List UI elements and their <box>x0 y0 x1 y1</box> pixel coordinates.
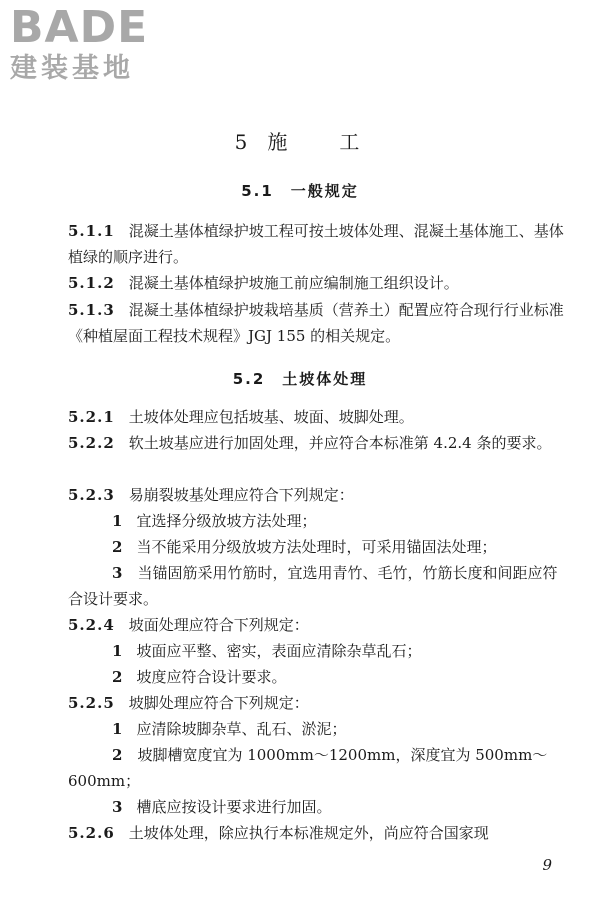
item-number: 1 <box>112 512 123 530</box>
clause-text: 土坡体处理，除应执行本标准规定外，尚应符合国家现 <box>128 824 489 842</box>
logo-text-en: BADE <box>10 2 149 53</box>
clause-5-1-1 <box>68 218 570 270</box>
clause-5-2-4 <box>68 612 570 638</box>
item-text: 坡脚槽宽度宜为 1000mm～1200mm，深度宜为 500mm～600mm； <box>68 746 548 790</box>
clause-text: 土坡体处理应包括坡基、坡面、坡脚处理。 <box>128 408 414 426</box>
clause-5-2-3 <box>68 482 570 508</box>
item-text: 槽底应按设计要求进行加固。 <box>136 798 332 816</box>
clause-code: 5.2.2 <box>68 434 115 452</box>
page-number: 9 <box>542 856 552 874</box>
list-item <box>112 508 570 534</box>
chapter-title-char-2: 工 <box>339 130 366 154</box>
clause-text: 易崩裂坡基处理应符合下列规定： <box>128 486 354 504</box>
chapter-title <box>0 126 600 155</box>
clause-code: 5.1.1 <box>68 222 115 240</box>
clause-code: 5.2.3 <box>68 486 115 504</box>
clause-code: 5.2.1 <box>68 408 115 426</box>
item-text: 坡度应符合设计要求。 <box>136 668 287 686</box>
clause-text: 混凝土基体植绿护坡栽培基质（营养土）配置应符合现行行业标准《种植屋面工程技术规程》JGJ 155 的相关规定。 <box>68 301 564 345</box>
list-item <box>112 664 570 690</box>
item-number: 2 <box>112 746 124 764</box>
section-title-5-2: 5.2 土坡体处理 <box>232 370 368 388</box>
list-item <box>112 534 570 560</box>
item-number: 2 <box>112 538 123 556</box>
clause-5-1-3 <box>68 297 570 349</box>
section-title-5-1: 5.1 一般规定 <box>241 182 359 200</box>
item-text: 应清除坡脚杂草、乱石、淤泥； <box>136 720 347 738</box>
clause-text: 软土坡基应进行加固处理，并应符合本标准第 4.2.4 条的要求。 <box>128 434 552 452</box>
clause-text: 混凝土基体植绿护坡工程可按土坡体处理、混凝土基体施工、基体植绿的顺序进行。 <box>68 222 564 266</box>
item-number: 3 <box>112 564 124 582</box>
list-item <box>112 794 570 820</box>
item-number: 3 <box>112 798 123 816</box>
clause-5-2-5 <box>68 690 570 716</box>
list-item <box>68 742 570 794</box>
item-number: 2 <box>112 668 123 686</box>
clause-5-2-6 <box>68 820 570 846</box>
clause-text: 混凝土基体植绿护坡施工前应编制施工组织设计。 <box>128 274 459 292</box>
list-item <box>112 638 570 664</box>
list-item <box>68 560 570 612</box>
clause-code: 5.1.3 <box>68 301 115 319</box>
item-number: 1 <box>112 720 123 738</box>
list-item <box>112 716 570 742</box>
item-text: 坡面应平整、密实，表面应清除杂草乱石； <box>136 642 422 660</box>
chapter-number: 5 <box>234 130 254 154</box>
clause-5-1-2 <box>68 270 570 296</box>
clause-5-2-2 <box>68 430 570 456</box>
clause-text: 坡面处理应符合下列规定： <box>128 616 309 634</box>
clause-code: 5.2.5 <box>68 694 115 712</box>
chapter-title-char-1: 施 <box>267 130 294 154</box>
logo-text-cn: 建装基地 <box>10 53 134 84</box>
item-number: 1 <box>112 642 123 660</box>
item-text: 当不能采用分级放坡方法处理时，可采用锚固法处理； <box>136 538 497 556</box>
item-text: 当锚固筋采用竹筋时，宜选用青竹、毛竹，竹筋长度和间距应符合设计要求。 <box>68 564 558 608</box>
clause-text: 坡脚处理应符合下列规定： <box>128 694 309 712</box>
bade-logo <box>10 2 149 84</box>
clause-code: 5.1.2 <box>68 274 115 292</box>
clause-5-2-1 <box>68 404 570 430</box>
item-text: 宜选择分级放坡方法处理； <box>136 512 317 530</box>
clause-code: 5.2.4 <box>68 616 115 634</box>
clause-code: 5.2.6 <box>68 824 115 842</box>
